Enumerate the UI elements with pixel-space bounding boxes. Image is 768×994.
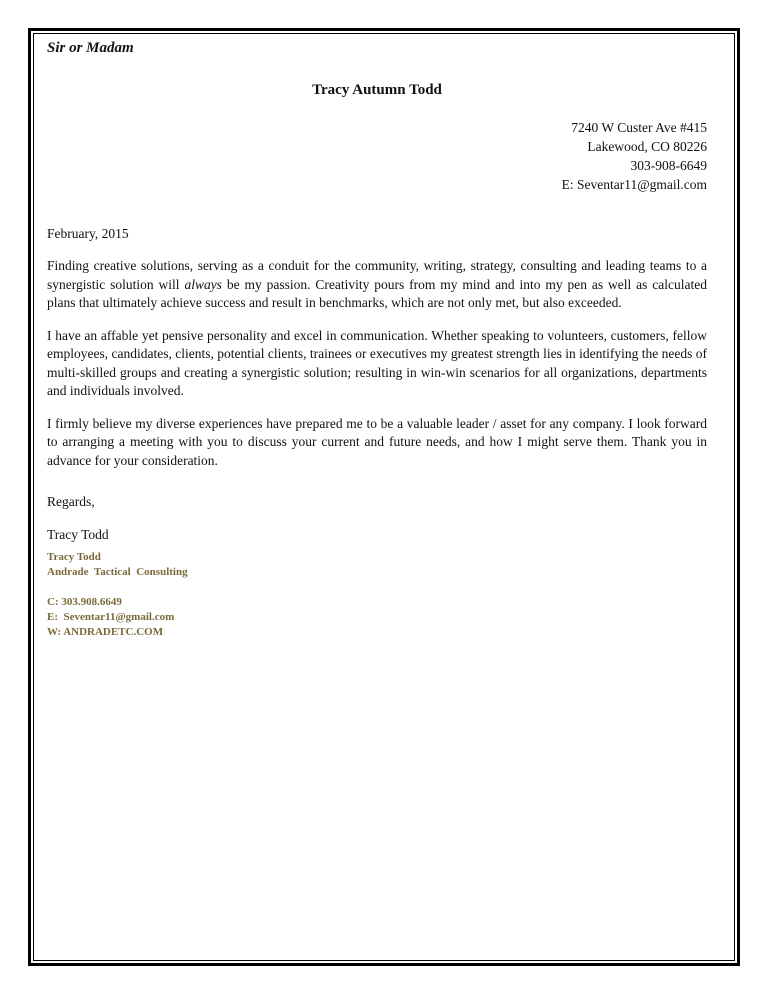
signature-cell: C: 303.908.6649 [47, 596, 122, 608]
signature-company: Andrade Tactical Consulting [47, 566, 188, 578]
paragraph-1-start: Finding creative solutions, serving as a conduit for the community, writing, strategy, consulting and leading teams to a synergistic solution will [47, 258, 707, 292]
sender-address [47, 118, 707, 194]
address-street: 7240 W Custer Ave #415 [571, 120, 707, 135]
paragraph-1-end: be my passion. Creativity pours from my mind and into my pen as well as calculated plans that ultimately achieve success and result in benchmarks, which are not only met, but also exceeded. [47, 276, 707, 310]
sender-name-heading: Tracy Autumn Todd [312, 82, 442, 98]
signature-name: Tracy Todd [47, 551, 101, 563]
paragraph-1 [47, 257, 707, 313]
signed-name: Tracy Todd [47, 527, 109, 542]
letter-date: February, 2015 [47, 226, 129, 241]
paragraph-2: I have an affable yet pensive personality and excel in communication. Whether speaking to volunteers, customers, fellow employees, candidates, clients, potential clients, trainees or executives my greatest strength lies in identifying the needs of multi-skilled groups and creating a synergistic solution; resulting in win-win scenarios for all organizations, departments and individuals involved. [47, 327, 707, 398]
paragraph-1-emphasis: always [184, 276, 222, 292]
address-city: Lakewood, CO 80226 [587, 139, 707, 154]
signature-block [47, 550, 707, 580]
letter-body [47, 38, 707, 640]
address-phone: 303-908-6649 [630, 158, 707, 173]
paragraph-3: I firmly believe my diverse experiences have prepared me to be a valuable leader / asset for any company. I look forward to arranging a meeting with you to discuss your current and future needs, and how I might serve them. Thank you in advance for your consideration. [47, 415, 707, 468]
signature-web[interactable]: W: ANDRADETC.COM [47, 626, 164, 638]
closing: Regards, [47, 494, 95, 509]
signature-contact [47, 595, 707, 640]
salutation-heading: Sir or Madam [47, 40, 134, 56]
address-email: E: Seventar11@gmail.com [561, 177, 707, 192]
signature-email[interactable]: E: Seventar11@gmail.com [47, 611, 175, 623]
